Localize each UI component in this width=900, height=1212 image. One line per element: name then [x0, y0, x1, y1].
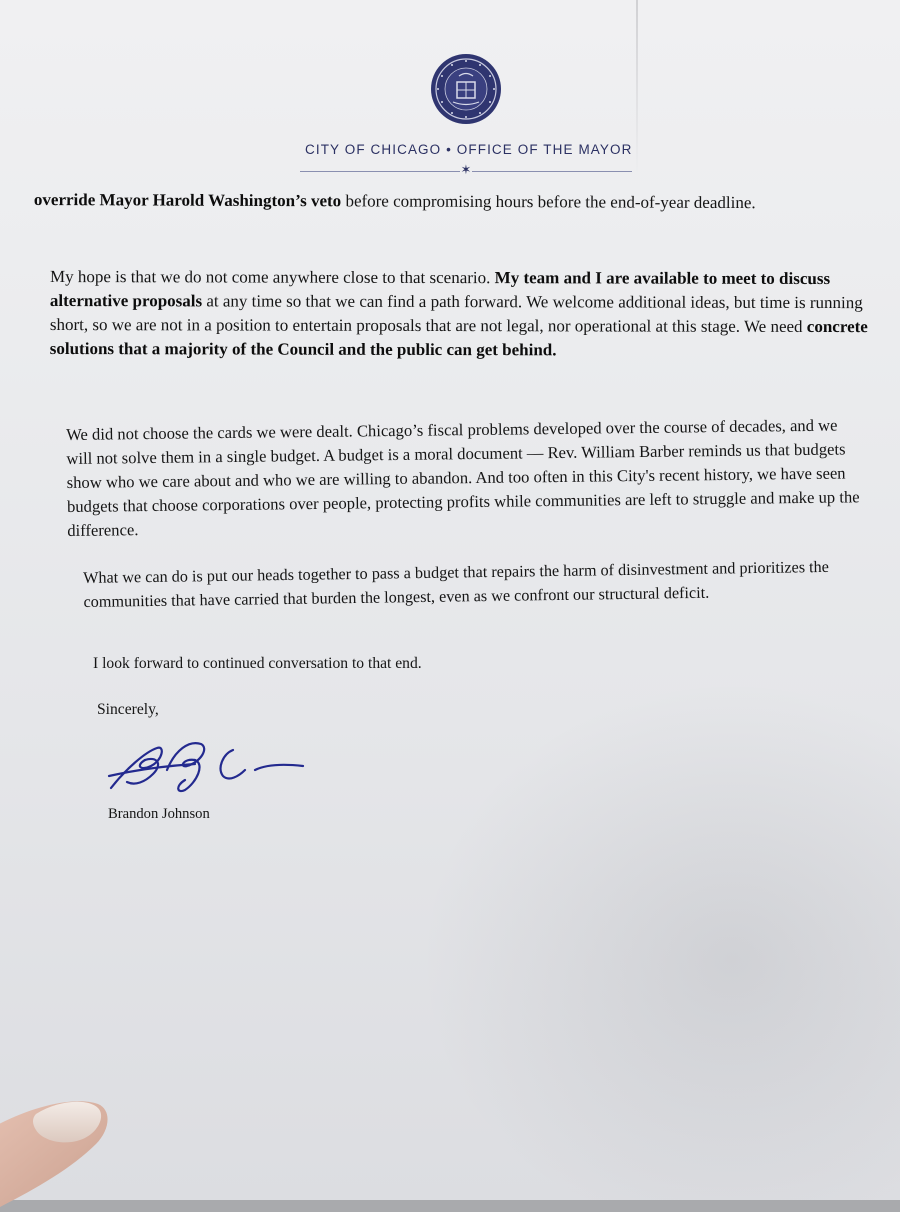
- paragraph-text: My hope is that we do not come anywhere close to that scenario.: [49, 267, 495, 288]
- city-seal-icon: [429, 52, 503, 126]
- paragraph-hope: [50, 265, 870, 363]
- paper-fold-shadow: [636, 0, 638, 175]
- thumb-holding-page-icon: [0, 1082, 120, 1212]
- paragraph-text: before compromising hours before the end-of-year deadline.: [341, 191, 756, 213]
- paragraph-veto: [34, 188, 834, 215]
- bold-phrase: My team and I are available to meet to discuss alternative proposals: [49, 268, 831, 311]
- bold-phrase: concrete solutions that a majority of the Council and the public can get behind.: [49, 316, 868, 360]
- paragraph-look-forward: I look forward to continued conversation to that end.: [93, 655, 422, 672]
- letterhead-title: CITY OF CHICAGO • OFFICE OF THE MAYOR: [305, 142, 633, 157]
- bold-phrase: override Mayor Harold Washington’s veto: [33, 189, 342, 211]
- signatory-name: Brandon Johnson: [108, 806, 210, 822]
- paragraph-text: at any time so that we can find a path forward. We welcome additional ideas, but time is running short, so we are not in a position to entertain proposals that are not legal, nor operational at this stage. We need: [49, 291, 863, 336]
- letterhead-rule-left: [300, 171, 460, 172]
- letterhead-rule-right: [472, 171, 632, 172]
- paragraph-cards-dealt: We did not choose the cards we were dealt. Chicago’s fiscal problems developed over the course of decades, and we will not solve them in a single budget. A budget is a moral document — Rev. William Barber reminds us that budgets show who we care about and who we are willing to abandon. And too often in this City's recent history, we have seen budgets that choose corporations over people, protecting profits while communities are left to struggle and make up the difference.: [66, 415, 860, 540]
- salutation: Sincerely,: [97, 701, 159, 718]
- handwritten-signature-icon: [105, 730, 310, 800]
- paragraph-heads-together: What we can do is put our heads together to pass a budget that repairs the harm of disinvestment and prioritizes the communities that have carried that burden the longest, even as we confront our structural deficit.: [83, 557, 829, 611]
- letterhead-star-icon: ✶: [460, 163, 472, 178]
